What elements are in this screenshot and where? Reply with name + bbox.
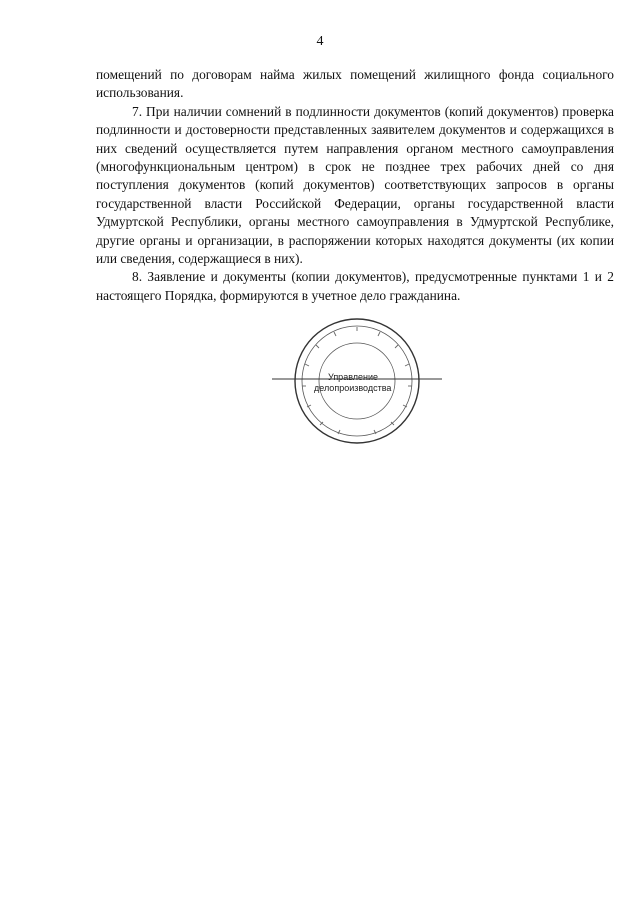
page-number: 4	[316, 34, 324, 49]
seal-text-line-2: делопроизводства	[314, 383, 392, 393]
seal-text-line-1: Управление	[328, 372, 379, 382]
paragraph-item-8: 8. Заявление и документы (копии документов), предусмотренные пунктами 1 и 2 настоящего Порядка, формируются в учетное дело гражданина.	[96, 269, 614, 303]
paragraph-continuation: помещений по договорам найма жилых помещений жилищного фонда социального использования.	[96, 67, 614, 101]
document-body	[96, 66, 614, 305]
official-seal	[272, 316, 442, 446]
paragraph-item-7: 7. При наличии сомнений в подлинности документов (копий документов) проверка подлинности и достоверности представленных заявителем документов и содержащихся в них сведений осуществляется путем направления органом местного самоуправления (многофункциональным центром) в срок не позднее трех рабочих дней со дня поступления документов (копий документов) соответствующих запросов в органы государственной власти Российской Федерации, органы государственной власти Удмуртской Республики, органы местного самоуправления в Удмуртской Республике, другие органы и организации, в распоряжении которых находятся документы (их копии или сведения, содержащиеся в них).	[96, 103, 614, 267]
